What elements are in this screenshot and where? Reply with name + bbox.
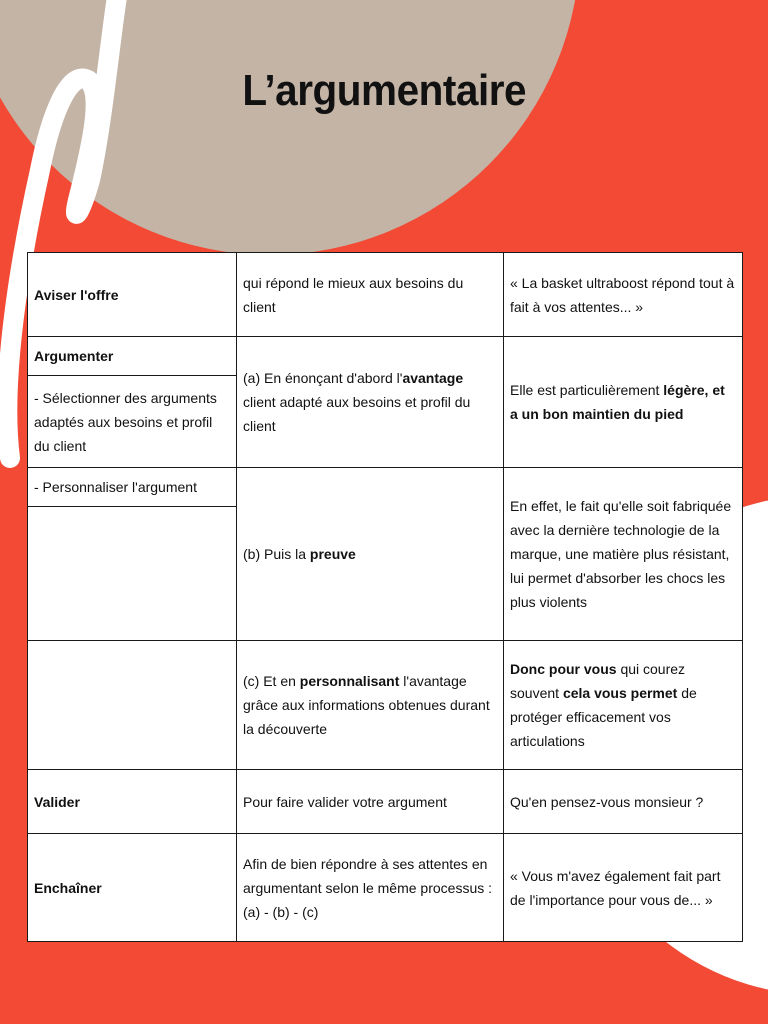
page-title-text: L’argumentaire [242,66,526,115]
example-valider: Qu'en pensez-vous monsieur ? [510,793,704,810]
method-cell [237,834,504,942]
step-enchainer: Enchaîner [34,879,102,896]
step-cell [28,468,237,507]
method-cell [237,770,504,834]
example-c-mid: qui courez souvent [510,661,686,701]
step-cell [28,253,237,337]
table-row [28,253,743,337]
table-row [28,641,743,770]
step-cell-empty [28,641,237,770]
step-cell [28,337,237,376]
method-b-pre: (b) Puis la [243,546,310,562]
example-cell [504,253,743,337]
example-aviser: « La basket ultraboost répond tout à fait à vos attentes... » [510,274,735,315]
substep-selectionner: - Sélectionner des arguments adaptés aux besoins et profil du client [34,389,217,454]
step-cell [28,834,237,942]
method-c-post: l'avantage grâce aux informations obtenues durant la découverte [243,673,490,737]
method-aviser: qui répond le mieux aux besoins du client [243,274,464,315]
example-cell [504,834,743,942]
example-a-bold: légère, et a un bon maintien du pied [510,382,725,422]
example-cell [504,337,743,468]
example-c-bold1: Donc pour vous [510,661,617,677]
step-argumenter: Argumenter [34,348,114,364]
substep-personnaliser: - Personnaliser l'argument [34,479,197,495]
step-aviser: Aviser l'offre [34,286,119,303]
method-cell [237,468,504,641]
method-cell [237,253,504,337]
method-a-bold: avantage [402,370,464,386]
page-title [0,66,768,116]
step-cell [28,770,237,834]
example-a-pre: Elle est particulièrement [510,382,664,398]
step-valider: Valider [34,793,80,810]
argumentaire-table [27,252,743,942]
example-c-post: de protéger efficacement vos articulations [510,685,697,749]
method-enchainer: Afin de bien répondre à ses attentes en argumentant selon le même processus : (a) - (b) - (c) [243,855,493,920]
method-c-pre: (c) Et en [243,673,300,689]
example-cell [504,468,743,641]
table-row [28,834,743,942]
method-valider: Pour faire valider votre argument [243,793,447,810]
method-a-pre: (a) En énonçant d'abord l' [243,370,403,386]
example-c-bold2: cela vous permet [562,685,678,701]
example-enchainer: « Vous m'avez également fait part de l'importance pour vous de... » [510,867,721,908]
example-cell [504,770,743,834]
step-cell [28,376,237,468]
table-row [28,468,743,507]
method-cell [237,337,504,468]
example-cell [504,641,743,770]
method-a-post: client adapté aux besoins et profil du client [243,394,471,434]
table-row [28,770,743,834]
method-b-bold: preuve [309,546,356,562]
table-row [28,337,743,376]
example-b: En effet, le fait qu'elle soit fabriquée avec la dernière technologie de la marque, une matière plus résistant, lui permet d'absorber les chocs les plus violents [510,498,732,610]
step-cell-empty [28,507,237,641]
method-c-bold: personnalisant [299,673,400,689]
method-cell [237,641,504,770]
